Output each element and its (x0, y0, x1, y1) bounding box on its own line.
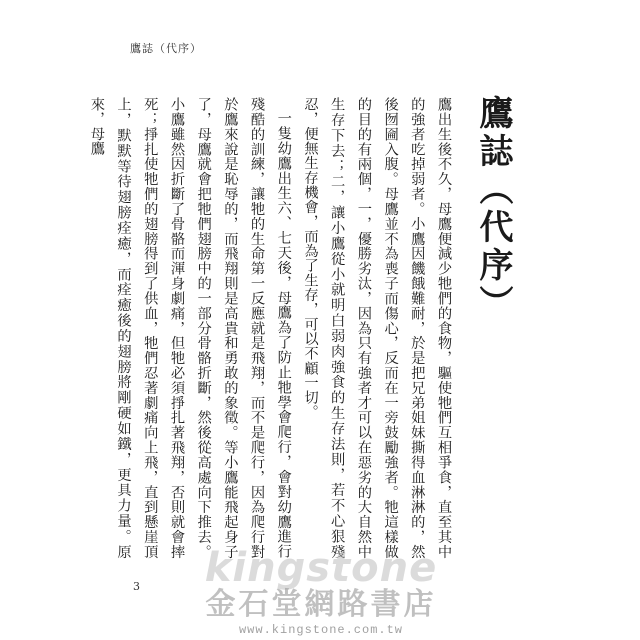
body-text (88, 97, 457, 559)
watermark-name: 金石堂網路書店 (205, 587, 437, 622)
watermark-logo: kingstone (204, 545, 438, 591)
watermark-url: www.kingstone.com.tw (238, 623, 404, 637)
paragraph: 一隻幼鷹出生六、七天後，母鷹為了防止牠學會爬行，會對幼鷹進行殘酷的訓練，讓牠的生命第一反應就是飛翔，而不是爬行，因為爬行對於鷹來說是恥辱的，而飛翔則是高貴和勇敢的象徵。等小鷹能飛起身子了，母鷹就會把牠們翅膀中的一部分骨骼折斷，然後從高處向下推去。小鷹雖然因折斷了骨骼而渾身劇痛，但牠必須掙扎著飛翔，否則就會摔死；掙扎使牠們的翅膀得到了供血，牠們忍著劇痛向上飛，直到懸崖頂上，默默等待翅膀痊癒，而痊癒後的翅膀將剛硬如鐵，更具力量。原來，母鷹 (88, 97, 292, 559)
paragraph: 鷹出生後不久，母鷹便減少牠們的食物，驅使牠們互相爭食，直至其中的強者吃掉弱者。小鷹因饑餓難耐，於是把兄弟姐妹撕得血淋淋的，然後囫圇入腹。母鷹並不為喪子而傷心，反而在一旁鼓勵強者。牠這樣做的目的有兩個，一，優勝劣汰，因為只有強者才可以在惡劣的大自然中生存下去；二，讓小鷹從小就明白弱肉強食的生存法則，若不心狠殘忍，便無生存機會，而為了生存，可以不顧一切。 (302, 97, 452, 559)
watermark (196, 545, 446, 637)
running-head: 鷹誌（代序） (130, 42, 202, 55)
page-number: 3 (133, 580, 140, 593)
chapter-title: 鷹誌（代序） (473, 95, 513, 323)
